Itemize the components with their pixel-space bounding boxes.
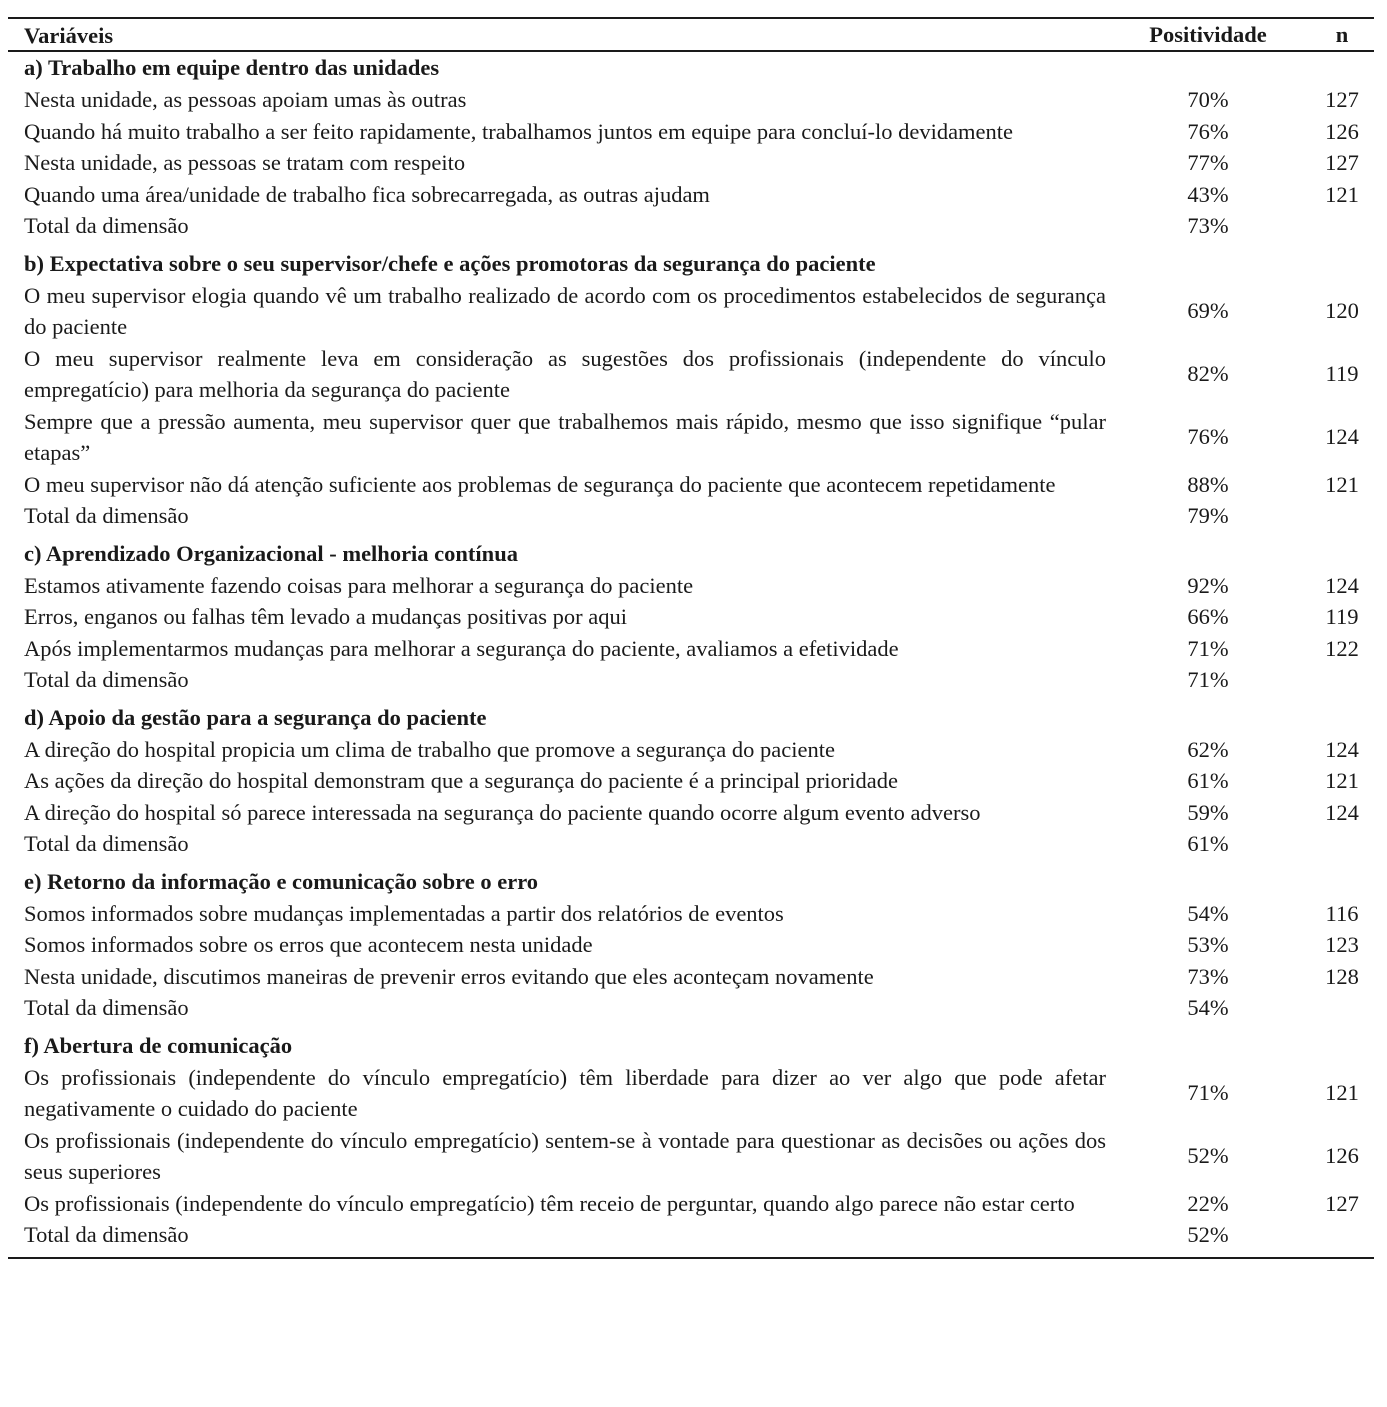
dimension-section — [8, 52, 1374, 242]
dimension-section — [8, 696, 1374, 860]
item-positivity: 53% — [1187, 932, 1229, 957]
table-row — [8, 1125, 1374, 1188]
item-positivity: 76% — [1187, 424, 1229, 450]
total-row — [8, 500, 1374, 532]
item-text: Nesta unidade, discutimos maneiras de prevenir erros evitando que eles aconteçam novamente — [24, 963, 874, 989]
item-n: 123 — [1325, 932, 1359, 957]
item-text: O meu supervisor elogia quando vê um trabalho realizado de acordo com os procedimentos estabelecidos de segurança do paciente — [24, 282, 1106, 339]
results-table — [8, 17, 1374, 1259]
total-positivity: 73% — [1187, 213, 1229, 238]
table-row — [8, 406, 1374, 469]
section-title-row — [8, 538, 1374, 570]
table-body — [8, 52, 1374, 1251]
item-text: A direção do hospital propicia um clima de trabalho que promove a segurança do paciente — [24, 736, 835, 762]
item-n: 127 — [1325, 150, 1359, 175]
item-n: 128 — [1325, 963, 1359, 989]
item-text: Os profissionais (independente do vínculo empregatício) têm liberdade para dizer ao ver algo que pode afetar negativamente o cuidado do paciente — [24, 1064, 1106, 1121]
item-positivity: 66% — [1187, 604, 1229, 629]
item-text: O meu supervisor não dá atenção suficiente aos problemas de segurança do paciente que acontecem repetidamente — [24, 471, 1056, 497]
item-n: 127 — [1325, 1190, 1359, 1216]
table-row — [8, 797, 1374, 829]
total-positivity: 79% — [1187, 503, 1229, 528]
total-label: Total da dimensão — [24, 503, 189, 528]
item-text: Quando há muito trabalho a ser feito rapidamente, trabalhamos juntos em equipe para concluí-lo devidamente — [24, 118, 1014, 144]
item-n: 121 — [1325, 471, 1359, 497]
item-n: 126 — [1325, 118, 1359, 144]
item-n: 121 — [1325, 1080, 1359, 1106]
item-n: 119 — [1325, 361, 1359, 387]
item-positivity: 52% — [1187, 1143, 1229, 1169]
table-row — [8, 633, 1374, 665]
section-title: e) Retorno da informação e comunicação sobre o erro — [24, 868, 539, 894]
item-positivity: 61% — [1187, 768, 1229, 793]
item-positivity: 22% — [1187, 1190, 1229, 1216]
table-row — [8, 734, 1374, 766]
item-n: 124 — [1325, 572, 1359, 598]
table-bottom-rule — [8, 1257, 1374, 1259]
table-row — [8, 570, 1374, 602]
item-n: 122 — [1325, 635, 1359, 661]
section-title: d) Apoio da gestão para a segurança do paciente — [24, 704, 487, 730]
table-row — [8, 1188, 1374, 1220]
section-title-row — [8, 52, 1374, 84]
table-row — [8, 343, 1374, 406]
section-title-row — [8, 866, 1374, 898]
item-text: Os profissionais (independente do vínculo empregatício) têm receio de perguntar, quando algo parece não estar certo — [24, 1190, 1075, 1216]
item-positivity: 71% — [1187, 1080, 1229, 1106]
item-text: Os profissionais (independente do vínculo empregatício) sentem-se à vontade para questionar as decisões ou ações dos seus superiores — [24, 1127, 1106, 1184]
item-positivity: 73% — [1187, 963, 1229, 989]
item-text: Somos informados sobre mudanças implementadas a partir dos relatórios de eventos — [24, 900, 784, 926]
table-header-row — [8, 19, 1374, 50]
item-text: O meu supervisor realmente leva em consideração as sugestões dos profissionais (independente do vínculo empregatício) para melhoria da segurança do paciente — [24, 345, 1106, 402]
total-label: Total da dimensão — [24, 213, 189, 238]
section-title-row — [8, 702, 1374, 734]
header-variables: Variáveis — [24, 22, 114, 48]
dimension-section — [8, 242, 1374, 532]
item-positivity: 59% — [1187, 799, 1229, 825]
item-positivity: 92% — [1187, 572, 1229, 598]
dimension-section — [8, 860, 1374, 1024]
item-positivity: 54% — [1187, 900, 1229, 926]
total-row — [8, 664, 1374, 696]
dimension-section — [8, 532, 1374, 696]
total-row — [8, 828, 1374, 860]
table-row — [8, 898, 1374, 930]
total-positivity: 61% — [1187, 831, 1229, 856]
total-label: Total da dimensão — [24, 1222, 189, 1247]
section-title-row — [8, 248, 1374, 280]
item-text: Sempre que a pressão aumenta, meu supervisor quer que trabalhemos mais rápido, mesmo que isso signifique “pular etapas” — [24, 408, 1106, 465]
item-n: 121 — [1325, 181, 1359, 207]
item-text: As ações da direção do hospital demonstram que a segurança do paciente é a principal prioridade — [24, 768, 899, 793]
item-positivity: 76% — [1187, 118, 1229, 144]
item-n: 119 — [1325, 604, 1359, 629]
total-positivity: 54% — [1187, 995, 1229, 1020]
item-n: 126 — [1325, 1143, 1359, 1169]
section-title: b) Expectativa sobre o seu supervisor/chefe e ações promotoras da segurança do paciente — [24, 250, 876, 276]
item-positivity: 69% — [1187, 298, 1229, 324]
item-text: Nesta unidade, as pessoas se tratam com respeito — [24, 150, 466, 175]
item-text: Somos informados sobre os erros que acontecem nesta unidade — [24, 932, 593, 957]
total-positivity: 71% — [1187, 667, 1229, 692]
total-row — [8, 1219, 1374, 1251]
total-row — [8, 992, 1374, 1024]
item-positivity: 43% — [1187, 181, 1229, 207]
table-row — [8, 116, 1374, 148]
item-n: 120 — [1325, 298, 1359, 324]
total-row — [8, 210, 1374, 242]
total-label: Total da dimensão — [24, 995, 189, 1020]
item-positivity: 88% — [1187, 471, 1229, 497]
item-text: Após implementarmos mudanças para melhorar a segurança do paciente, avaliamos a efetividade — [24, 635, 899, 661]
section-title: f) Abertura de comunicação — [24, 1032, 293, 1058]
item-text: Erros, enganos ou falhas têm levado a mudanças positivas por aqui — [24, 604, 627, 629]
header-positivity: Positividade — [1149, 21, 1267, 47]
item-n: 124 — [1325, 799, 1359, 825]
item-positivity: 70% — [1187, 87, 1229, 112]
item-positivity: 77% — [1187, 150, 1229, 175]
header-n: n — [1335, 21, 1349, 47]
total-positivity: 52% — [1187, 1222, 1229, 1247]
section-title: a) Trabalho em equipe dentro das unidades — [24, 55, 440, 80]
total-label: Total da dimensão — [24, 667, 189, 692]
item-n: 116 — [1325, 900, 1359, 926]
table-row — [8, 765, 1374, 797]
table-row — [8, 280, 1374, 343]
table-row — [8, 147, 1374, 179]
item-text: Nesta unidade, as pessoas apoiam umas às outras — [24, 87, 467, 112]
item-text: Quando uma área/unidade de trabalho fica sobrecarregada, as outras ajudam — [24, 181, 710, 207]
item-positivity: 71% — [1187, 635, 1229, 661]
section-title-row — [8, 1030, 1374, 1062]
table-row — [8, 929, 1374, 961]
item-n: 121 — [1325, 768, 1359, 793]
section-title: c) Aprendizado Organizacional - melhoria contínua — [24, 540, 518, 566]
item-n: 127 — [1325, 87, 1359, 112]
table-row — [8, 961, 1374, 993]
table-row — [8, 179, 1374, 211]
item-text: Estamos ativamente fazendo coisas para melhorar a segurança do paciente — [24, 572, 694, 598]
item-positivity: 82% — [1187, 361, 1229, 387]
table-row — [8, 84, 1374, 116]
total-label: Total da dimensão — [24, 831, 189, 856]
table-row — [8, 469, 1374, 501]
dimension-section — [8, 1024, 1374, 1251]
item-text: A direção do hospital só parece interessada na segurança do paciente quando ocorre algum evento adverso — [24, 799, 981, 825]
table-row — [8, 601, 1374, 633]
item-n: 124 — [1325, 424, 1359, 450]
item-n: 124 — [1325, 736, 1359, 762]
table-row — [8, 1062, 1374, 1125]
item-positivity: 62% — [1187, 736, 1229, 762]
